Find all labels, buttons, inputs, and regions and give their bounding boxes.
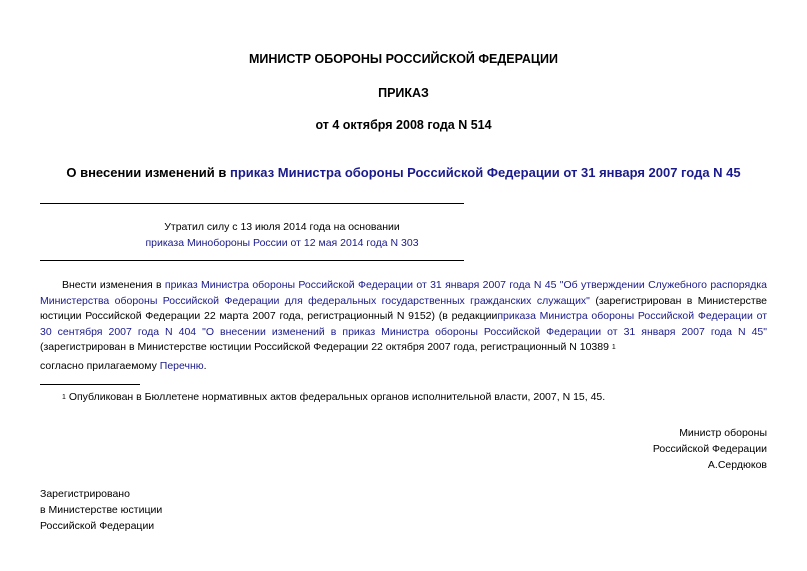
document-date-number: от 4 октября 2008 года N 514 bbox=[315, 118, 492, 132]
body-paragraph: Внести изменения в приказ Министра обороны Российской Федерации от 31 января 2007 года N 45 "Об утверждении Служебного распорядка Министерства обороны Российской Федерации для федеральных государственных гражданских служащих" (зарегистрирован в Министерстве юстиции Российской Федерации 22 марта 2007 года, регистрационный N 9152) (в редакцииприказа Министра обороны Российской Федерации от 30 сентября 2007 года N 404 "О внесении изменений в приказ Министра обороны Российской Федерации от 31 января 2007 года N 45" (зарегистрирован в Министерстве юстиции Российской Федерации 22 октября 2007 года, регистрационный N 10389 $^1$ bbox=[40, 279, 768, 353]
signature-block bbox=[653, 425, 767, 473]
registration-line-2: в Министерстве юстиции bbox=[40, 504, 163, 516]
footnote-marker[interactable]: 1 bbox=[611, 344, 616, 351]
issuing-authority: МИНИСТР ОБОРОНЫ РОССИЙСКОЙ ФЕДЕРАЦИИ bbox=[248, 52, 558, 66]
amended-order-link[interactable]: приказ Министра обороны Российской Федерации от 31 января 2007 года N 45 "Об утверждении Служебного распорядка Министерства обороны Российской Федерации для федеральных государственных гражданских служащих" bbox=[40, 279, 767, 307]
repeal-order-link[interactable]: приказа Минобороны России от 12 мая 2014 года N 303 bbox=[145, 237, 419, 249]
divider-bottom bbox=[40, 260, 464, 261]
document-type: ПРИКАЗ bbox=[378, 86, 429, 100]
status-note-text: Утратил силу с 13 июля 2014 года на основании bbox=[164, 221, 400, 233]
signer-name: А.Сердюков bbox=[707, 459, 767, 471]
status-note bbox=[40, 219, 524, 251]
divider-top bbox=[40, 203, 464, 204]
edition-order-link[interactable]: приказа Министра обороны Российской Федерации от 30 сентября 2007 года N 404 "О внесении изменений в приказ Министра обороны Российской Федерации от 31 января 2007 года N 45" bbox=[40, 310, 768, 338]
registration-line-1: Зарегистрировано bbox=[40, 488, 130, 500]
footnote-number: 1 bbox=[62, 394, 66, 401]
document-title bbox=[0, 165, 807, 180]
list-link[interactable]: Перечню bbox=[159, 360, 204, 372]
registration-block bbox=[40, 486, 162, 534]
title-order-link[interactable]: приказ Министра обороны Российской Федерации от 31 января 2007 года N 45 bbox=[230, 165, 741, 180]
signer-position: Министр обороны bbox=[679, 427, 767, 439]
footnote-text: Опубликован в Бюллетене нормативных актов федеральных органов исполнительной власти, 2007, N 15, 45. bbox=[65, 391, 606, 403]
footnote bbox=[62, 391, 605, 403]
title-prefix: О внесении изменений в bbox=[66, 165, 231, 180]
signer-organization: Российской Федерации bbox=[652, 443, 767, 455]
footnote-divider bbox=[40, 384, 140, 385]
body-paragraph-2: согласно прилагаемому Перечню. bbox=[40, 360, 207, 372]
registration-line-3: Российской Федерации bbox=[40, 520, 155, 532]
